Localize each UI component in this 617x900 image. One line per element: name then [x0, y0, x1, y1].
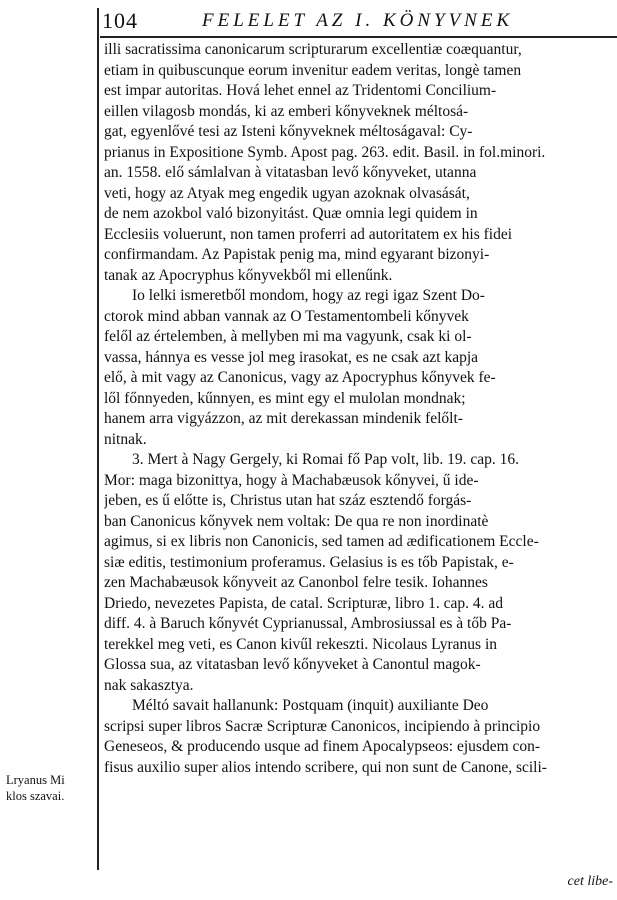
page-number: 104 — [102, 8, 138, 33]
text-line: jeben, es ű előtte is, Christus utan hat száz esztendő forgás- — [104, 492, 472, 509]
text-line: hanem arra vigyázzon, az mit derekassan mindenik felőlt- — [104, 410, 463, 427]
text-line: nitnak. — [104, 430, 147, 448]
text-line: diff. 4. à Baruch kőnyvét Cyprianussal, Ambrosiussal es à tőb Pa- — [104, 615, 512, 632]
paragraph-start-line: Io lelki ismeretből mondom, hogy az regi igaz Szent Do- — [132, 287, 485, 304]
text-line: terekkel meg veti, es Canon kivűl rekeszti. Nicolaus Lyranus in — [104, 635, 497, 653]
text-line: elő, à mit vagy az Canonicus, vagy az Apocryphus kőnyvek fe- — [104, 369, 496, 386]
text-line: Ecclesiis voluerunt, non tamen proferri ad autoritatem ex his fidei — [104, 225, 513, 243]
text-line: fisus auxilio super alios intendo scribere, qui non sunt de Canone, scili- — [104, 758, 547, 776]
text-line: gat, egyenlővé tesi az Isteni kőnyveknek méltoságaval: Cy- — [104, 123, 473, 140]
text-line: vassa, hánnya es vesse jol meg irasokat, es ne csak azt kapja — [104, 348, 479, 366]
text-line: nak sakasztya. — [104, 676, 194, 694]
text-line: ban Canonicus kőnyvek nem voltak: De qua re non inordinatè — [104, 512, 489, 530]
margin-note-line: klos szavai. — [6, 789, 65, 803]
text-line: veti, hogy az Atyak meg engedik ugyan azoknak olvasását, — [104, 184, 470, 202]
text-line: agimus, si ex libris non Canonicis, sed tamen ad ædificationem Eccle- — [104, 533, 539, 550]
text-line: felől az értelemben, à mellyben mi ma vagyunk, csak ki ol- — [104, 328, 472, 345]
body-text — [104, 40, 617, 870]
page-header — [102, 6, 612, 36]
text-line: confirmandam. Az Papistak penig ma, mind egyarant bizonyi- — [104, 246, 490, 263]
text-line: scripsi super libros Sacræ Scripturæ Canonicos, incipiendo à principio — [104, 717, 541, 735]
text-line: Glossa sua, az vitatasban levő kőnyveket à Canontul magok- — [104, 656, 481, 673]
text-line: an. 1558. elő sámlalvan à vitatasban levő kőnyveket, utanna — [104, 164, 477, 181]
paragraph-start-line: 3. Mert à Nagy Gergely, ki Romai fő Pap volt, lib. 19. cap. 16. — [132, 451, 520, 468]
text-line: eillen vilagosb mondás, ki az emberi kőnyveknek méltosá- — [104, 102, 469, 120]
paragraph-start-line: Méltó savait hallanunk: Postquam (inquit) auxiliante Deo — [132, 697, 489, 714]
text-line: etiam in quibuscunque eorum invenitur eadem veritas, longè tamen — [104, 61, 522, 79]
margin-rule — [97, 8, 99, 870]
text-line: Driedo, nevezetes Papista, de catal. Scripturæ, libro 1. cap. 4. ad — [104, 594, 503, 612]
text-line: Mor: maga bizonittya, hogy à Machabæusok kőnyvei, ű ide- — [104, 471, 479, 489]
text-line: lől főnnyeden, kűnnyen, es mint egy el mulolan mondnak; — [104, 389, 466, 407]
text-line: de nem azokbol való bizonyitást. Quæ omnia legi quidem in — [104, 205, 478, 222]
text-line: zen Machabæusok kőnyveit az Canonbol felre tesik. Iohannes — [104, 574, 488, 591]
text-line: Geneseos, & producendo usque ad finem Apocalypseos: ejusdem con- — [104, 738, 541, 755]
margin-note — [6, 772, 92, 804]
text-line: prianus in Expositione Symb. Apost pag. 263. edit. Basil. in fol.minori. — [104, 143, 546, 161]
text-line: tanak az Apocryphus kőnyvekből mi ellenűnk. — [104, 266, 393, 284]
running-title: FELELET AZ I. KÖNYVNEK — [202, 10, 514, 31]
text-line: est impar autoritas. Hová lehet ennel az Tridentomi Concilium- — [104, 82, 497, 99]
text-line: siæ editis, testimonium proferamus. Gelasius is es tőb Papistak, e- — [104, 553, 514, 571]
text-line: illi sacratissima canonicarum scripturarum excellentiæ coæquantur, — [104, 41, 522, 58]
margin-note-line: Lryanus Mi — [6, 773, 65, 787]
header-rule — [100, 36, 617, 38]
catchword: cet libe- — [567, 874, 613, 889]
text-line: ctorok mind abban vannak az O Testamentombeli kőnyvek — [104, 307, 469, 325]
